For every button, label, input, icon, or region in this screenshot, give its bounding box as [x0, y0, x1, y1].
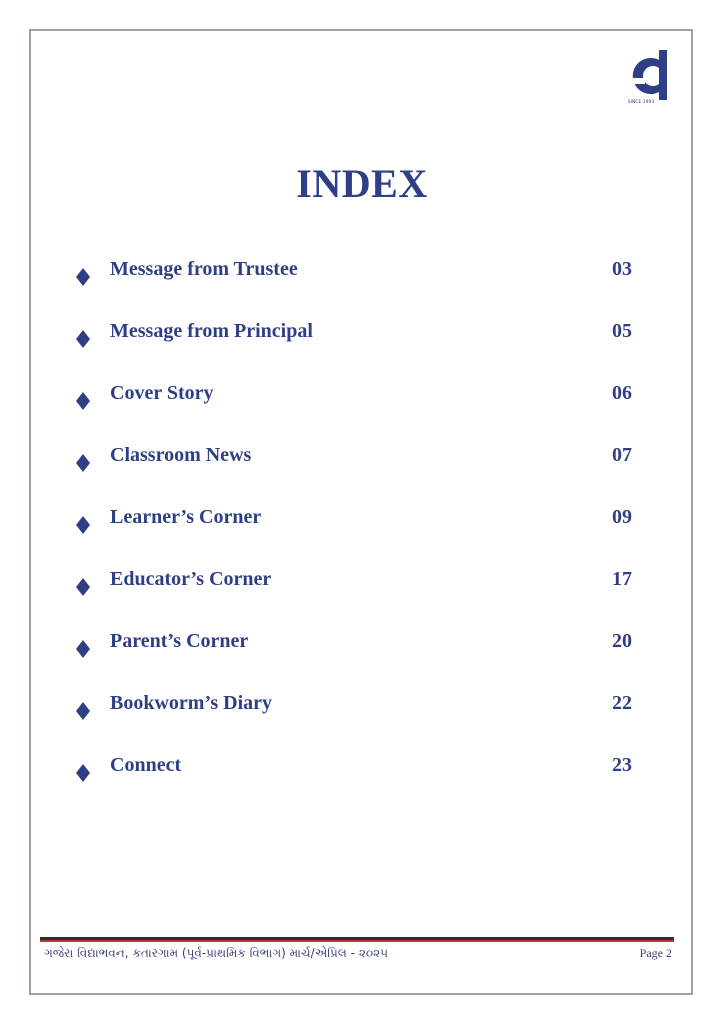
index-entry[interactable]	[70, 382, 640, 416]
logo-mark-icon	[615, 44, 675, 104]
diamond-bullet-icon	[76, 330, 90, 348]
entry-label: Classroom News	[110, 444, 252, 466]
diamond-bullet-icon	[76, 516, 90, 534]
diamond-bullet-icon	[76, 764, 90, 782]
entry-page-number: 17	[612, 568, 632, 590]
entry-page-number: 03	[612, 258, 632, 280]
entry-page-number: 22	[612, 692, 632, 714]
index-entry[interactable]	[70, 320, 640, 354]
entry-label: Parent’s Corner	[110, 630, 249, 652]
entry-page-number: 07	[612, 444, 632, 466]
index-entry[interactable]	[70, 444, 640, 478]
entry-label: Cover Story	[110, 382, 214, 404]
entry-page-number: 05	[612, 320, 632, 342]
footer-publication-info: ગજેરા વિદ્યાભવન, કતારગામ (પૂર્વ-પ્રાથમિક વિભાગ) માર્ચ/એપ્રિલ - ૨૦૨૫	[44, 946, 389, 960]
diamond-bullet-icon	[76, 702, 90, 720]
diamond-bullet-icon	[76, 454, 90, 472]
footer-page-number: Page 2	[639, 946, 672, 960]
entry-label: Bookworm’s Diary	[110, 692, 273, 714]
entry-page-number: 06	[612, 382, 632, 404]
index-entry[interactable]	[70, 754, 640, 788]
index-entry[interactable]	[70, 568, 640, 602]
entry-label: Connect	[110, 754, 182, 776]
index-entry[interactable]	[70, 258, 640, 292]
school-logo	[615, 44, 675, 104]
entry-label: Message from Principal	[110, 320, 313, 342]
entry-label: Learner’s Corner	[110, 506, 262, 528]
diamond-bullet-icon	[76, 268, 90, 286]
diamond-bullet-icon	[76, 640, 90, 658]
entry-page-number: 23	[612, 754, 632, 776]
entry-label: Message from Trustee	[110, 258, 298, 280]
index-entry[interactable]	[70, 630, 640, 664]
diamond-bullet-icon	[76, 392, 90, 410]
index-entry[interactable]	[70, 506, 640, 540]
index-entry[interactable]	[70, 692, 640, 726]
footer-rule-accent	[40, 940, 674, 942]
entry-page-number: 09	[612, 506, 632, 528]
entry-label: Educator’s Corner	[110, 568, 272, 590]
logo-tagline: SINCE 1993	[627, 100, 655, 104]
page-title: INDEX	[296, 161, 428, 206]
diamond-bullet-icon	[76, 578, 90, 596]
entry-page-number: 20	[612, 630, 632, 652]
